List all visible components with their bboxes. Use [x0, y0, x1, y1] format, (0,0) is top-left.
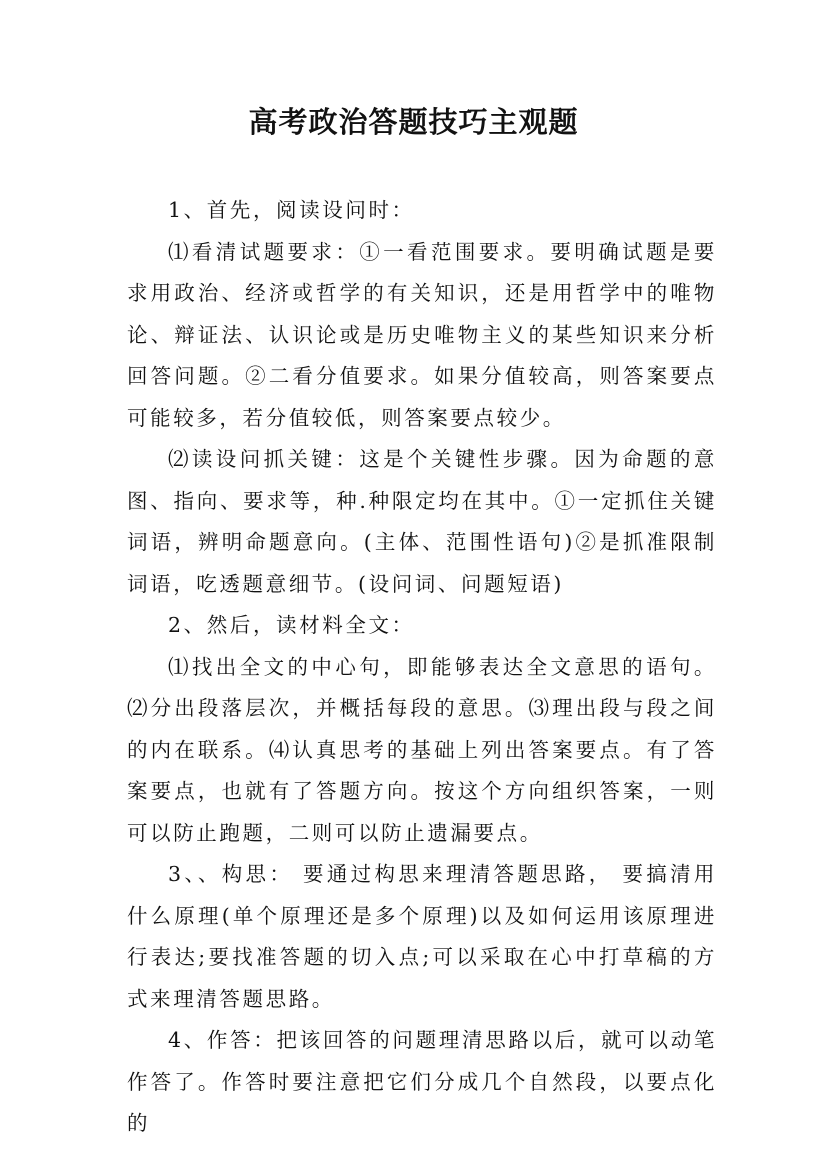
document-body: [127, 190, 717, 1145]
paragraph: ⑴找出全文的中心句，即能够表达全文意思的语句。⑵分出段落层次，并概括每段的意思。⑶理出段与段之间的内在联系。⑷认真思考的基础上列出答案要点。有了答案要点，也就有了答题方向。按这个方向组织答案，一则可以防止跑题，二则可以防止遗漏要点。: [127, 654, 717, 845]
paragraph: ⑴看清试题要求：①一看范围要求。要明确试题是要求用政治、经济或哲学的有关知识，还是用哲学中的唯物论、辩证法、认识论或是历史唯物主义的某些知识来分析回答问题。②二看分值要求。如果分值较高，则答案要点可能较多，若分值较低，则答案要点较少。: [127, 239, 717, 430]
paragraph: 1、首先，阅读设问时：: [168, 198, 415, 222]
paragraph: ⑵读设问抓关键：这是个关键性步骤。因为命题的意图、指向、要求等，种.种限定均在其中。①一定抓住关键词语，辨明命题意向。(主体、范围性语句)②是抓准限制词语，吃透题意细节。(设问词、问题短语): [127, 447, 717, 596]
document-title: 高考政治答题技巧主观题: [248, 105, 579, 139]
paragraph: 4、作答：把该回答的问题理清思路以后，就可以动笔作答了。作答时要注意把它们分成几个自然段，以要点化的: [127, 1028, 717, 1135]
paragraph: 3、、构思： 要通过构思来理清答题思路， 要搞清用什么原理(单个原理还是多个原理)以及如何运用该原理进行表达;要找准答题的切入点;可以采取在心中打草稿的方式来理清答题思路。: [127, 862, 717, 1011]
paragraph: 2、然后，读材料全文：: [168, 613, 415, 637]
